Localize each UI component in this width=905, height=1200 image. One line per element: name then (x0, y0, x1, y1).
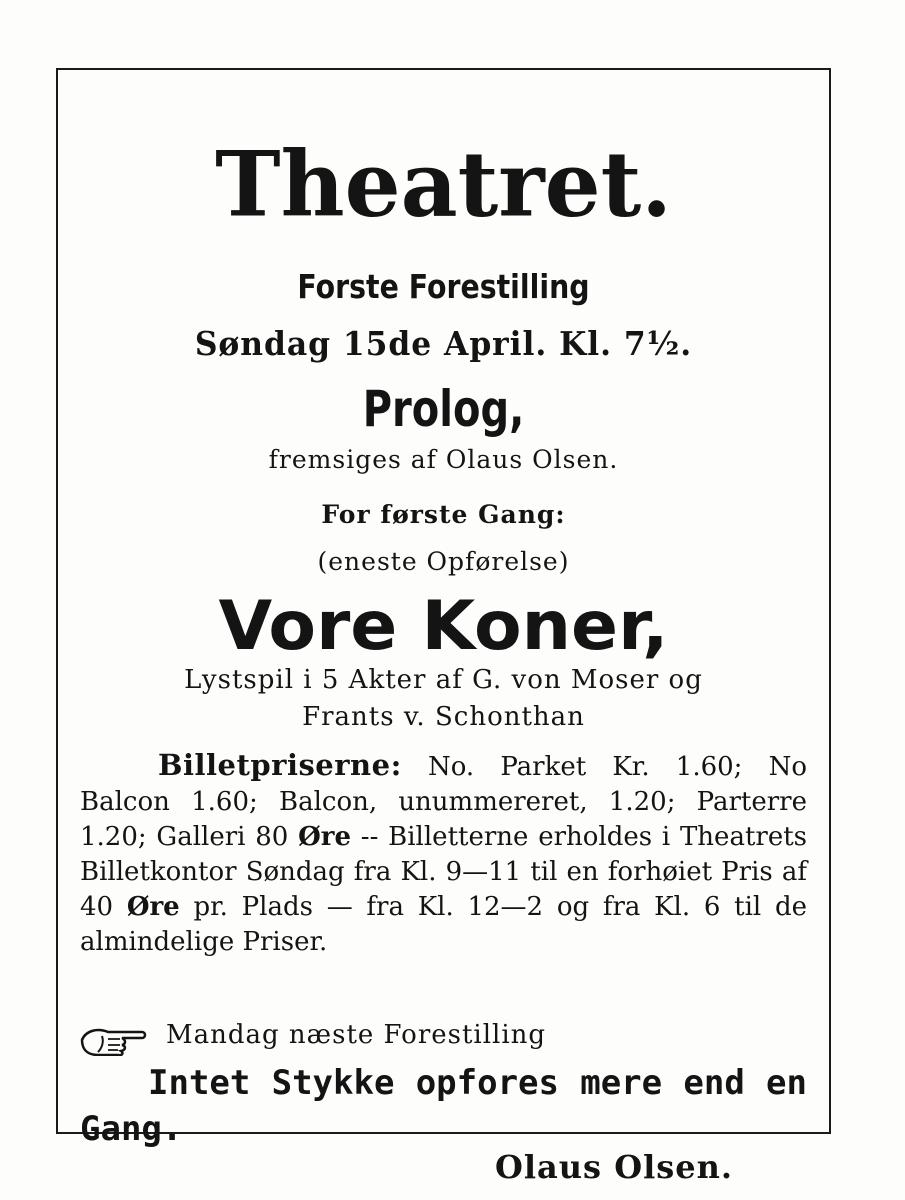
ore-label-2: Øre (126, 892, 180, 922)
prices-text-1: No. Parket Kr. 1.60; No Balcon 1.60; Balcon, unummereret, 1.20; Parterre 1.20; Galleri 80 (80, 752, 807, 852)
single-performance-notice (80, 1060, 807, 1152)
signature: Olaus Olsen. (495, 1148, 733, 1186)
prices-text-2: -- Billetterne erholdes i Theatrets Billetkontor Søndag fra Kl. 9—11 til en forhøiet Pris af 40 (80, 822, 807, 922)
only-performance-note: (eneste Opførelse) (317, 547, 570, 576)
monday-notice: Mandag næste Forestilling (166, 1020, 547, 1050)
author-line-2: Frants v. Schonthan (302, 702, 585, 732)
play-title: Vore Koner, (218, 587, 669, 666)
first-time-label: For første Gang: (321, 500, 566, 529)
prolog-heading: Prolog, (362, 380, 525, 438)
prices-heading: Billetpriserne: (158, 748, 402, 782)
prolog-speaker: fremsiges af Olaus Olsen. (268, 445, 619, 474)
performance-date: Søndag 15de April. Kl. 7½. (194, 324, 693, 363)
pointing-hand-icon (78, 1022, 148, 1056)
prices-text-3: pr. Plads — fra Kl. 12—2 og fra Kl. 6 til de almindelige Priser. (80, 892, 807, 957)
poster-frame (56, 68, 831, 1186)
ticket-prices (80, 748, 807, 960)
notice-text: Intet Stykke opfores mere end en Gang. (80, 1063, 807, 1149)
poster-title: Theatret. (215, 130, 672, 238)
performance-subtitle: Forste Forestilling (297, 267, 590, 306)
author-line-1: Lystspil i 5 Akter af G. von Moser og (184, 665, 703, 695)
ore-label-1: Øre (298, 822, 351, 852)
